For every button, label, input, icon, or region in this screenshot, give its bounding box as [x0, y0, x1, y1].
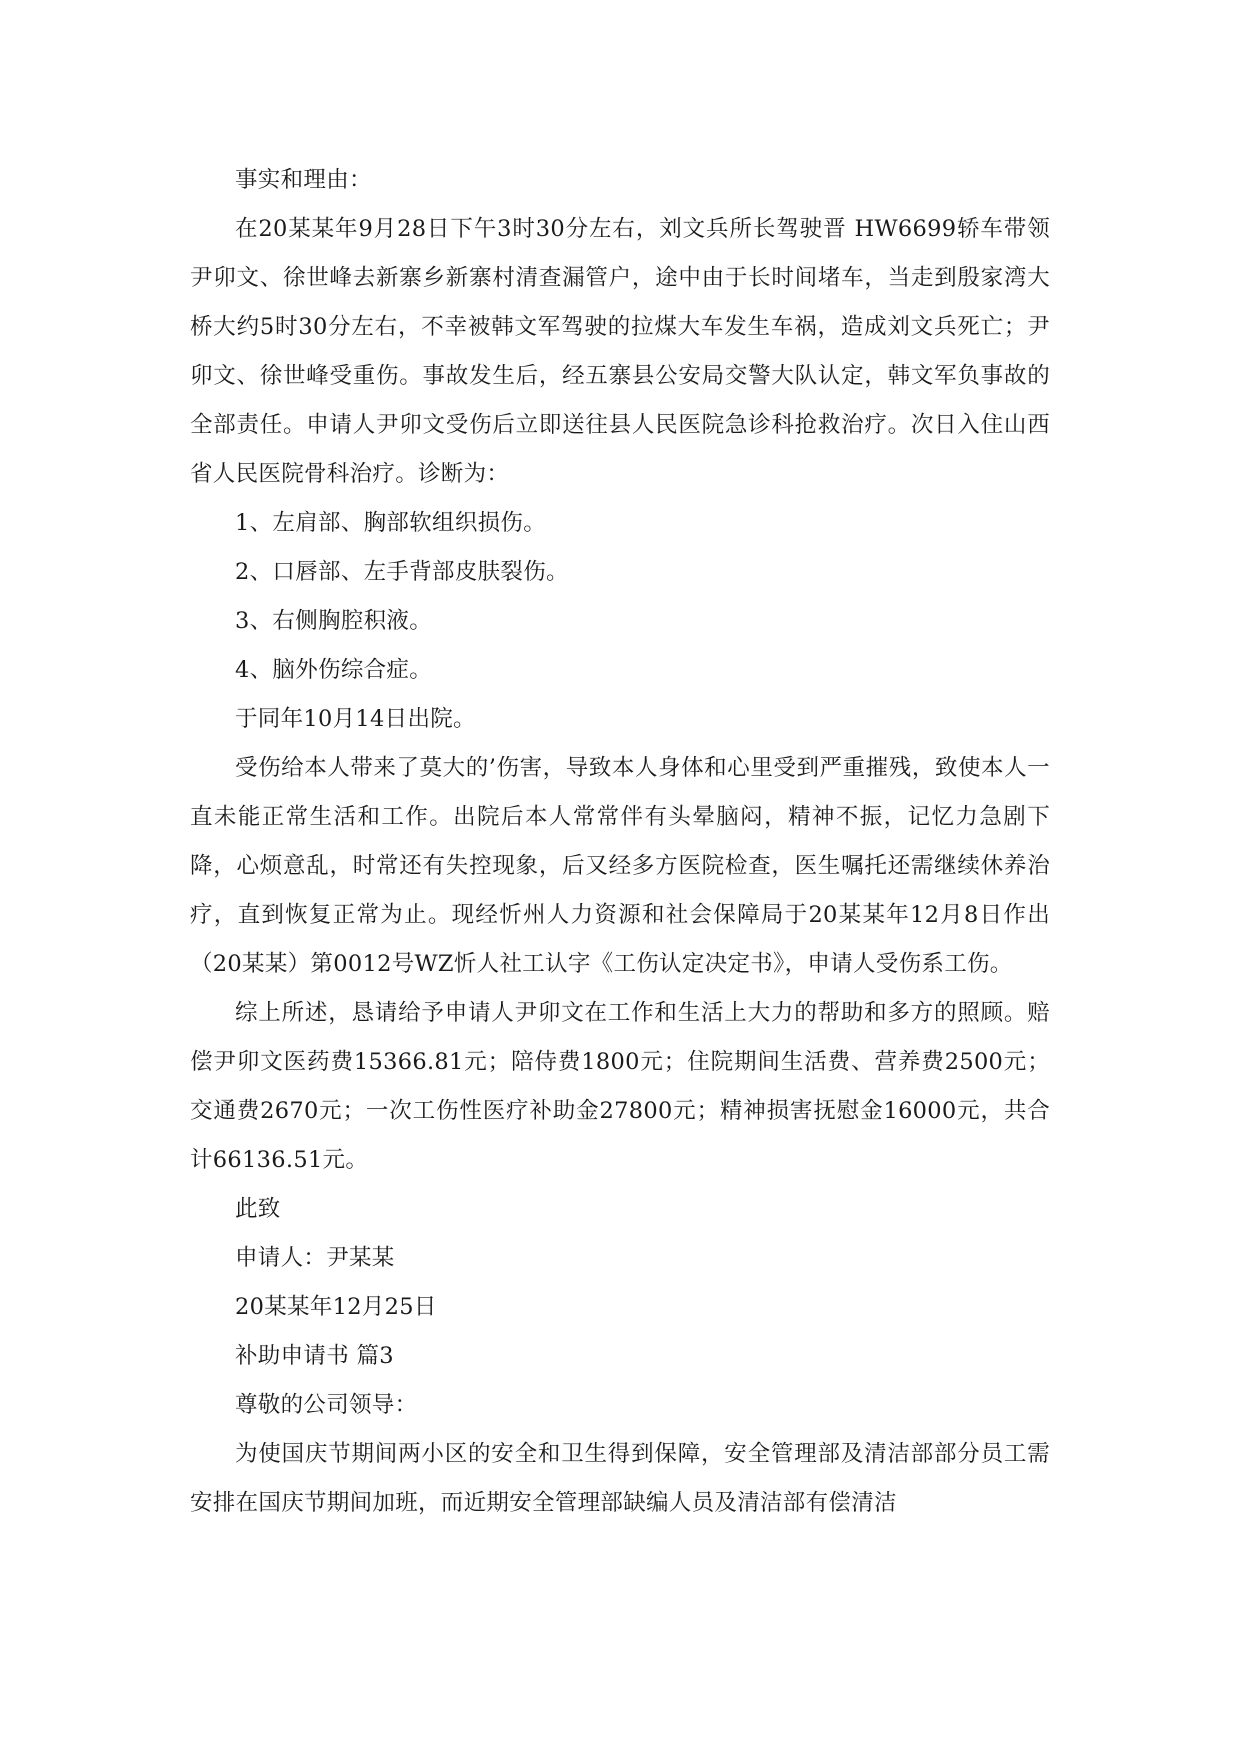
summary-paragraph: 综上所述，恳请给予申请人尹卯文在工作和生活上大力的帮助和多方的照顾。赔偿尹卯文医药费15366.81元；陪侍费1800元；住院期间生活费、营养费2500元；交通费2670元；一次工伤性医疗补助金27800元；精神损害抚慰金16000元，共合计66136.51元。 — [190, 1000, 1050, 1173]
diagnosis-item: 4、脑外伤综合症。 — [235, 657, 433, 683]
injury-paragraph: 受伤给本人带来了莫大的’伤害，导致本人身体和心里受到严重摧残，致使本人一直未能正常生活和工作。出院后本人常常伴有头晕脑闷，精神不振，记忆力急剧下降，心烦意乱，时常还有失控现象，后又经多方医院检查，医生嘱托还需继续休养治疗，直到恢复正常为止。现经忻州人力资源和社会保障局于20某某年12月8日作出（20某某）第0012号WZ忻人社工认字《工伤认定决定书》，申请人受伤系工伤。 — [190, 755, 1050, 977]
diagnosis-item: 2、口唇部、左手背部皮肤裂伤。 — [235, 559, 569, 585]
section-title: 补助申请书 篇3 — [235, 1343, 394, 1369]
accident-paragraph: 在20某某年9月28日下午3时30分左右，刘文兵所长驾驶晋 HW6699轿车带领尹卯文、徐世峰去新寨乡新寨村清查漏管户，途中由于长时间堵车，当走到殷家湾大桥大约5时30分左右，不幸被韩文军驾驶的拉煤大车发生车祸，造成刘文兵死亡；尹卯文、徐世峰受重伤。事故发生后，经五寨县公安局交警大队认定，韩文军负事故的全部责任。申请人尹卯文受伤后立即送往县人民医院急诊科抢救治疗。次日入住山西省人民医院骨科治疗。诊断为： — [190, 216, 1050, 487]
date-line: 20某某年12月25日 — [235, 1294, 437, 1320]
closing-line: 此致 — [235, 1196, 281, 1222]
overtime-paragraph: 为使国庆节期间两小区的安全和卫生得到保障，安全管理部及清洁部部分员工需安排在国庆节期间加班，而近期安全管理部缺编人员及清洁部有偿清洁 — [190, 1441, 1050, 1516]
salutation-line: 尊敬的公司领导： — [235, 1392, 418, 1418]
discharge-line: 于同年10月14日出院。 — [235, 706, 476, 732]
facts-heading: 事实和理由： — [235, 167, 372, 193]
document-body — [190, 156, 1050, 1528]
applicant-line: 申请人：尹某某 — [235, 1245, 395, 1271]
diagnosis-item: 3、右侧胸腔积液。 — [235, 608, 433, 634]
diagnosis-item: 1、左肩部、胸部软组织损伤。 — [235, 510, 547, 536]
